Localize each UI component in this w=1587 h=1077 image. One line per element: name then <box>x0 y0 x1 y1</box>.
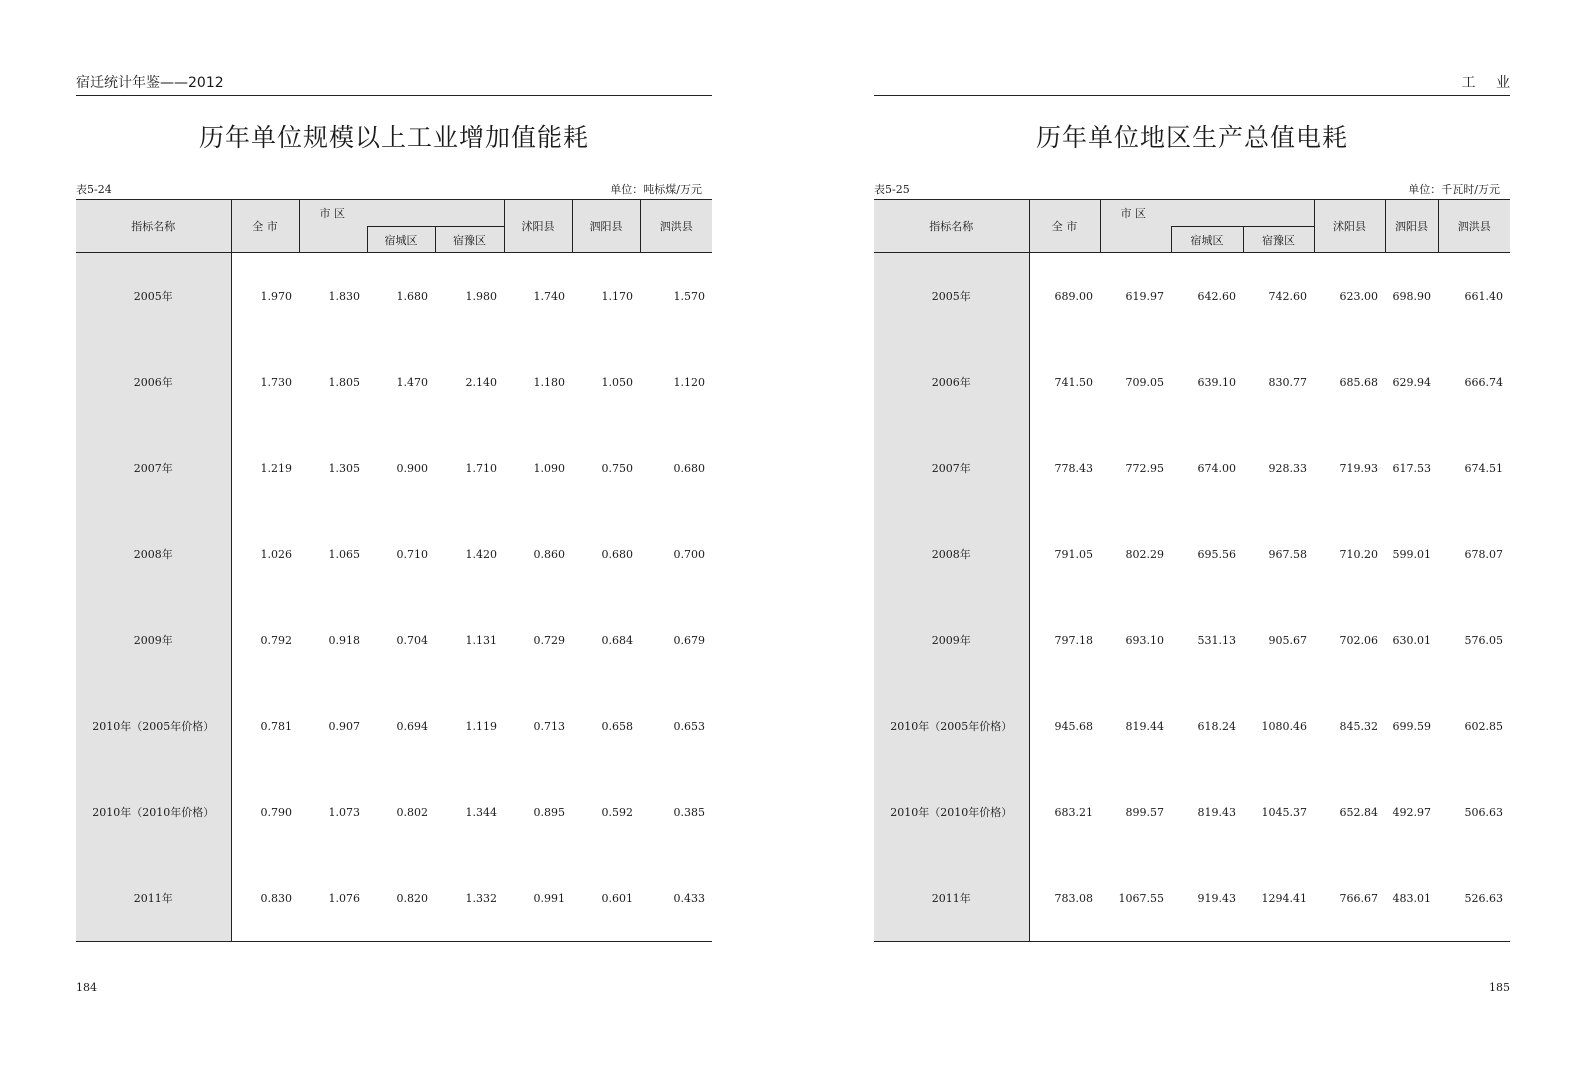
table-cell: 1.570 <box>673 289 705 303</box>
row-label: 2007年 <box>874 425 1029 511</box>
table-cell: 492.97 <box>1392 805 1431 819</box>
table-cell: 1.830 <box>328 289 360 303</box>
running-head-left <box>76 75 712 96</box>
running-head-right <box>874 75 1518 96</box>
table-cell: 1.980 <box>465 289 497 303</box>
section-title: 工 业 <box>1461 75 1518 91</box>
row-label: 2005年 <box>76 253 231 340</box>
table-cell: 741.50 <box>1054 375 1093 389</box>
table-cell: 0.991 <box>504 855 572 942</box>
table-cell: 719.93 <box>1339 461 1378 475</box>
table-cell: 0.385 <box>673 805 705 819</box>
table2-number: 表5-25 <box>874 183 910 196</box>
table-cell: 1.730 <box>260 375 292 389</box>
table-cell: 576.05 <box>1464 633 1503 647</box>
table-cell: 1.420 <box>465 547 497 561</box>
table-cell: 778.43 <box>1054 461 1093 475</box>
table-cell: 0.750 <box>601 461 633 475</box>
table-row <box>874 511 1510 597</box>
table-cell: 674.51 <box>1464 461 1503 475</box>
table-cell: 1.680 <box>396 289 428 303</box>
header-suyu: 宿豫区 <box>1243 227 1314 253</box>
table-cell: 1.805 <box>328 375 360 389</box>
table-cell: 899.57 <box>1125 805 1164 819</box>
table-cell: 1.050 <box>601 375 633 389</box>
table-row <box>76 339 712 425</box>
table-cell: 772.95 <box>1125 461 1164 475</box>
header-sucheng: 宿城区 <box>367 227 435 253</box>
page-number-left: 184 <box>76 981 97 994</box>
table-cell: 619.97 <box>1125 289 1164 303</box>
header-shuyang: 沭阳县 <box>504 200 572 253</box>
table-cell: 1.344 <box>465 805 497 819</box>
table-row <box>874 339 1510 425</box>
table-cell: 1045.37 <box>1261 805 1307 819</box>
table-cell: 1.305 <box>328 461 360 475</box>
table2-unit: 单位：千瓦时/万元 <box>1408 183 1500 196</box>
table-row <box>874 855 1510 942</box>
table-cell: 483.01 <box>1385 855 1438 942</box>
row-label: 2006年 <box>76 339 231 425</box>
table-cell: 0.680 <box>601 547 633 561</box>
header-city: 全 市 <box>1029 200 1100 253</box>
table-cell: 819.44 <box>1125 719 1164 733</box>
table-cell: 0.918 <box>328 633 360 647</box>
table1-number: 表5-24 <box>76 183 112 196</box>
page-number-right: 185 <box>1489 981 1510 994</box>
table-cell: 830.77 <box>1268 375 1307 389</box>
table-cell: 0.907 <box>328 719 360 733</box>
table-cell: 661.40 <box>1464 289 1503 303</box>
row-label: 2009年 <box>76 597 231 683</box>
row-label: 2010年（2005年价格） <box>874 683 1029 769</box>
table-cell: 1.470 <box>396 375 428 389</box>
table-cell: 618.24 <box>1197 719 1236 733</box>
table-cell: 602.85 <box>1464 719 1503 733</box>
left-page <box>76 0 712 1077</box>
row-label: 2011年 <box>874 855 1029 942</box>
table-cell: 1.131 <box>465 633 497 647</box>
table-cell: 689.00 <box>1054 289 1093 303</box>
table1-body <box>76 253 712 942</box>
table-cell: 709.05 <box>1125 375 1164 389</box>
table-cell: 1.065 <box>328 547 360 561</box>
table-cell: 1.219 <box>260 461 292 475</box>
table-row <box>874 597 1510 683</box>
table-cell: 0.820 <box>367 855 435 942</box>
table-row <box>76 425 712 511</box>
table-cell: 683.21 <box>1054 805 1093 819</box>
table-cell: 1.180 <box>533 375 565 389</box>
table-cell: 629.94 <box>1392 375 1431 389</box>
header-urban-blank <box>299 227 367 253</box>
table-cell: 0.601 <box>572 855 640 942</box>
table-cell: 0.710 <box>396 547 428 561</box>
header-shuyang: 沭阳县 <box>1314 200 1385 253</box>
table-cell: 652.84 <box>1339 805 1378 819</box>
row-label: 2005年 <box>874 253 1029 340</box>
table-row <box>874 683 1510 769</box>
table-cell: 698.90 <box>1392 289 1431 303</box>
table-row <box>874 425 1510 511</box>
table-cell: 945.68 <box>1054 719 1093 733</box>
table-cell: 1.710 <box>465 461 497 475</box>
table-cell: 2.140 <box>465 375 497 389</box>
row-label: 2007年 <box>76 425 231 511</box>
table-cell: 905.67 <box>1268 633 1307 647</box>
table1-meta <box>76 181 712 197</box>
table-cell: 678.07 <box>1464 547 1503 561</box>
table-cell: 0.679 <box>673 633 705 647</box>
table1-unit: 单位：吨标煤/万元 <box>610 183 702 196</box>
table-row <box>76 683 712 769</box>
table2-meta <box>874 181 1510 197</box>
table-cell: 685.68 <box>1339 375 1378 389</box>
header-urban: 市 区 <box>299 200 504 227</box>
table-cell: 791.05 <box>1054 547 1093 561</box>
table-cell: 1.170 <box>601 289 633 303</box>
table-cell: 0.895 <box>533 805 565 819</box>
table-cell: 967.58 <box>1268 547 1307 561</box>
table-cell: 766.67 <box>1314 855 1385 942</box>
table-cell: 526.63 <box>1438 855 1510 942</box>
table-cell: 928.33 <box>1268 461 1307 475</box>
table-cell: 845.32 <box>1339 719 1378 733</box>
table-cell: 506.63 <box>1464 805 1503 819</box>
table-cell: 819.43 <box>1197 805 1236 819</box>
table-cell: 0.860 <box>533 547 565 561</box>
table-cell: 599.01 <box>1392 547 1431 561</box>
table-cell: 639.10 <box>1197 375 1236 389</box>
book-title: 宿迁统计年鉴——2012 <box>76 75 224 91</box>
header-siyang: 泗阳县 <box>572 200 640 253</box>
table-cell: 1067.55 <box>1100 855 1171 942</box>
table-cell: 1.970 <box>260 289 292 303</box>
table-cell: 1.332 <box>435 855 504 942</box>
row-label: 2008年 <box>874 511 1029 597</box>
row-label: 2009年 <box>874 597 1029 683</box>
header-indicator-name: 指标名称 <box>874 200 1029 253</box>
table-cell: 0.729 <box>533 633 565 647</box>
header-siyang: 泗阳县 <box>1385 200 1438 253</box>
energy-consumption-table <box>76 199 712 942</box>
table-cell: 0.713 <box>533 719 565 733</box>
header-city: 全 市 <box>231 200 299 253</box>
table-cell: 783.08 <box>1029 855 1100 942</box>
row-label: 2008年 <box>76 511 231 597</box>
table-cell: 742.60 <box>1268 289 1307 303</box>
table-cell: 0.694 <box>396 719 428 733</box>
table-cell: 0.790 <box>260 805 292 819</box>
table-cell: 674.00 <box>1197 461 1236 475</box>
table-cell: 0.781 <box>260 719 292 733</box>
table-cell: 0.700 <box>673 547 705 561</box>
table-cell: 1.076 <box>299 855 367 942</box>
table-cell: 0.658 <box>601 719 633 733</box>
table-row <box>76 855 712 942</box>
table-row <box>76 769 712 855</box>
header-suyu: 宿豫区 <box>435 227 504 253</box>
table2-body <box>874 253 1510 942</box>
table-cell: 797.18 <box>1054 633 1093 647</box>
table-cell: 0.653 <box>673 719 705 733</box>
table-cell: 1080.46 <box>1261 719 1307 733</box>
table-cell: 710.20 <box>1339 547 1378 561</box>
table-cell: 666.74 <box>1464 375 1503 389</box>
table-cell: 0.680 <box>673 461 705 475</box>
table-cell: 0.900 <box>396 461 428 475</box>
table-cell: 630.01 <box>1392 633 1431 647</box>
row-label: 2010年（2010年价格） <box>76 769 231 855</box>
table-cell: 802.29 <box>1125 547 1164 561</box>
table-cell: 0.704 <box>396 633 428 647</box>
electricity-consumption-table <box>874 199 1510 942</box>
table-cell: 0.792 <box>260 633 292 647</box>
table-row <box>76 253 712 340</box>
row-label: 2010年（2010年价格） <box>874 769 1029 855</box>
table-cell: 0.802 <box>396 805 428 819</box>
table2-title: 历年单位地区生产总值电耗 <box>1035 123 1348 152</box>
table-cell: 0.433 <box>640 855 712 942</box>
table-cell: 1.740 <box>533 289 565 303</box>
table-cell: 0.830 <box>231 855 299 942</box>
header-indicator-name: 指标名称 <box>76 200 231 253</box>
header-sucheng: 宿城区 <box>1171 227 1243 253</box>
table-row <box>76 511 712 597</box>
table-cell: 702.06 <box>1339 633 1378 647</box>
table-cell: 1.090 <box>533 461 565 475</box>
table-row <box>874 769 1510 855</box>
table-cell: 699.59 <box>1392 719 1431 733</box>
table-cell: 695.56 <box>1197 547 1236 561</box>
header-urban: 市 区 <box>1100 200 1314 227</box>
table-cell: 693.10 <box>1125 633 1164 647</box>
row-label: 2010年（2005年价格） <box>76 683 231 769</box>
table-cell: 0.592 <box>601 805 633 819</box>
table-cell: 623.00 <box>1339 289 1378 303</box>
header-sihong: 泗洪县 <box>640 200 712 253</box>
row-label: 2011年 <box>76 855 231 942</box>
right-page <box>874 0 1518 1077</box>
table-cell: 0.684 <box>601 633 633 647</box>
table-cell: 1.120 <box>673 375 705 389</box>
header-sihong: 泗洪县 <box>1438 200 1510 253</box>
header-urban-blank <box>1100 227 1171 253</box>
table-cell: 1294.41 <box>1243 855 1314 942</box>
table1-title: 历年单位规模以上工业增加值能耗 <box>198 123 589 152</box>
table-cell: 617.53 <box>1392 461 1431 475</box>
table-cell: 1.073 <box>328 805 360 819</box>
table-cell: 919.43 <box>1171 855 1243 942</box>
table-row <box>76 597 712 683</box>
table-cell: 642.60 <box>1197 289 1236 303</box>
row-label: 2006年 <box>874 339 1029 425</box>
table-cell: 531.13 <box>1197 633 1236 647</box>
table-cell: 1.026 <box>260 547 292 561</box>
table-row <box>874 253 1510 340</box>
table-cell: 1.119 <box>465 719 497 733</box>
